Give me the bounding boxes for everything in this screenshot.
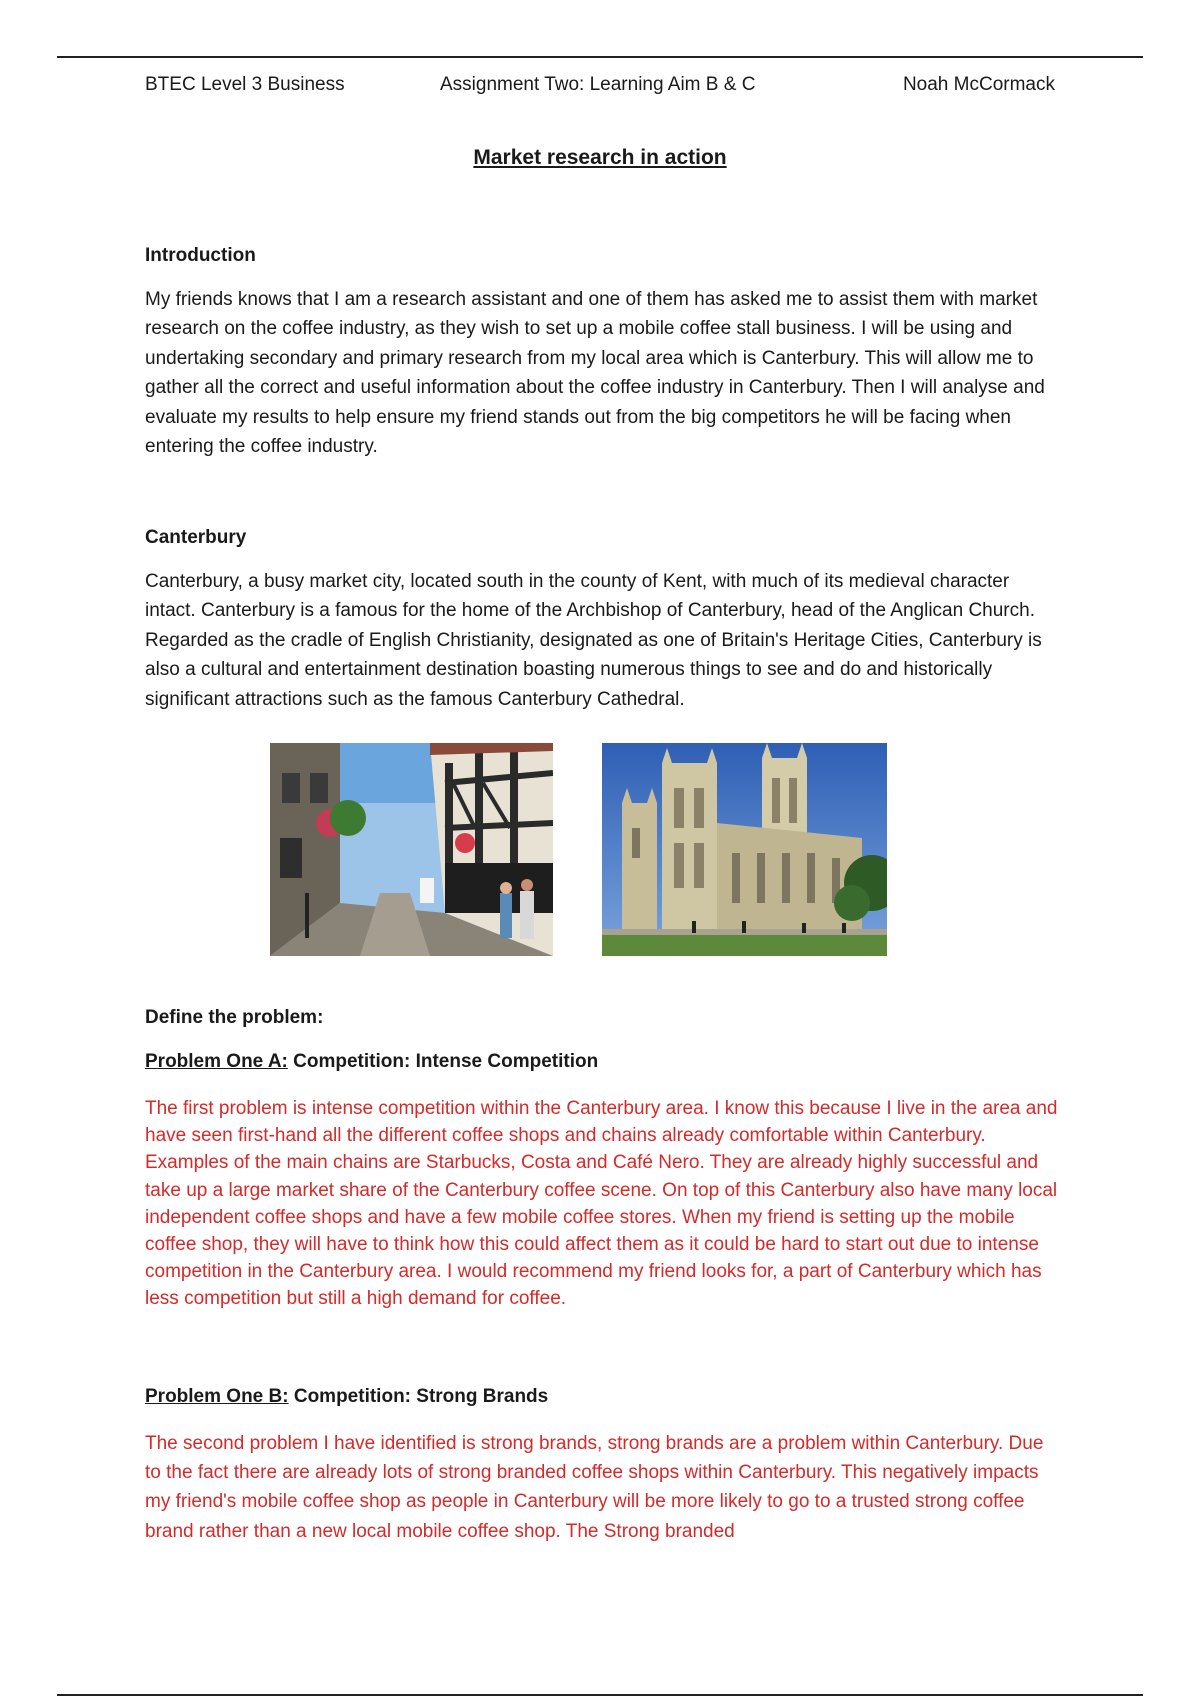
problem-one-b-heading — [145, 1386, 1060, 1408]
canterbury-section — [145, 567, 1060, 714]
problem-one-b-body: The second problem I have identified is strong brands, strong brands are a problem within Canterbury. Due to the fact there are already lots of strong branded coffee shops within Canterbury. This negatively impacts my friend's mobile coffee shop as people in Canterbury will be more likely to go to a trusted strong coffee brand rather than a new local mobile coffee shop. The Strong branded — [145, 1433, 1044, 1542]
canterbury-cathedral-photo — [602, 743, 887, 956]
problem-one-b-title: Competition: Strong Brands — [288, 1386, 549, 1407]
problem-one-a-title: Competition: Intense Competition — [287, 1051, 599, 1072]
header-course: BTEC Level 3 Business — [145, 74, 345, 95]
header-rule — [57, 56, 1143, 58]
header-assignment: Assignment Two: Learning Aim B & C — [440, 74, 756, 95]
problem-one-b-label: Problem One B: — [145, 1386, 289, 1407]
problem-one-a-label: Problem One A: — [145, 1051, 288, 1072]
problem-one-a-heading — [145, 1051, 1060, 1073]
page-title: Market research in action — [473, 146, 727, 169]
page-header — [145, 74, 1055, 98]
problem-one-a-section — [145, 1095, 1060, 1313]
problem-heading: Define the problem: — [145, 1007, 324, 1028]
introduction-body: My friends knows that I am a research assistant and one of them has asked me to assist them with market research on the coffee industry, as they wish to set up a mobile coffee stall business. I will be using and undertaking secondary and primary research from my local area which is Canterbury. This will allow me to gather all the correct and useful information about the coffee industry in Canterbury. Then I will analyse and evaluate my results to help ensure my friend stands out from the big competitors he will be facing when entering the coffee industry. — [145, 289, 1045, 458]
canterbury-heading: Canterbury — [145, 527, 247, 548]
canterbury-street-photo — [270, 743, 553, 956]
introduction-section — [145, 285, 1060, 461]
introduction-heading: Introduction — [145, 245, 256, 266]
canterbury-body: Canterbury, a busy market city, located south in the county of Kent, with much of its medieval character intact. Canterbury is a famous for the home of the Archbishop of Canterbury, head of the Anglican Church. Regarded as the cradle of English Christianity, designated as one of Britain's Heritage Cities, Canterbury is also a cultural and entertainment destination boasting numerous things to see and do and historically significant attractions such as the famous Canterbury Cathedral. — [145, 571, 1042, 710]
problem-one-a-body: The first problem is intense competition within the Canterbury area. I know this because I live in the area and have seen first-hand all the different coffee shops and chains already comfortable within Canterbury. Examples of the main chains are Starbucks, Costa and Café Nero. They are already highly successful and take up a large market share of the Canterbury coffee scene. On top of this Canterbury also have many local independent coffee shops and have a few mobile coffee stores. When my friend is setting up the mobile coffee shop, they will have to think how this could affect them as it could be hard to start out due to intense competition in the Canterbury area. I would recommend my friend looks for, a part of Canterbury which has less competition but still a high demand for coffee. — [145, 1098, 1058, 1310]
problem-one-b-section — [145, 1429, 1060, 1546]
header-author: Noah McCormack — [902, 74, 1055, 95]
footer-rule — [57, 1694, 1143, 1696]
